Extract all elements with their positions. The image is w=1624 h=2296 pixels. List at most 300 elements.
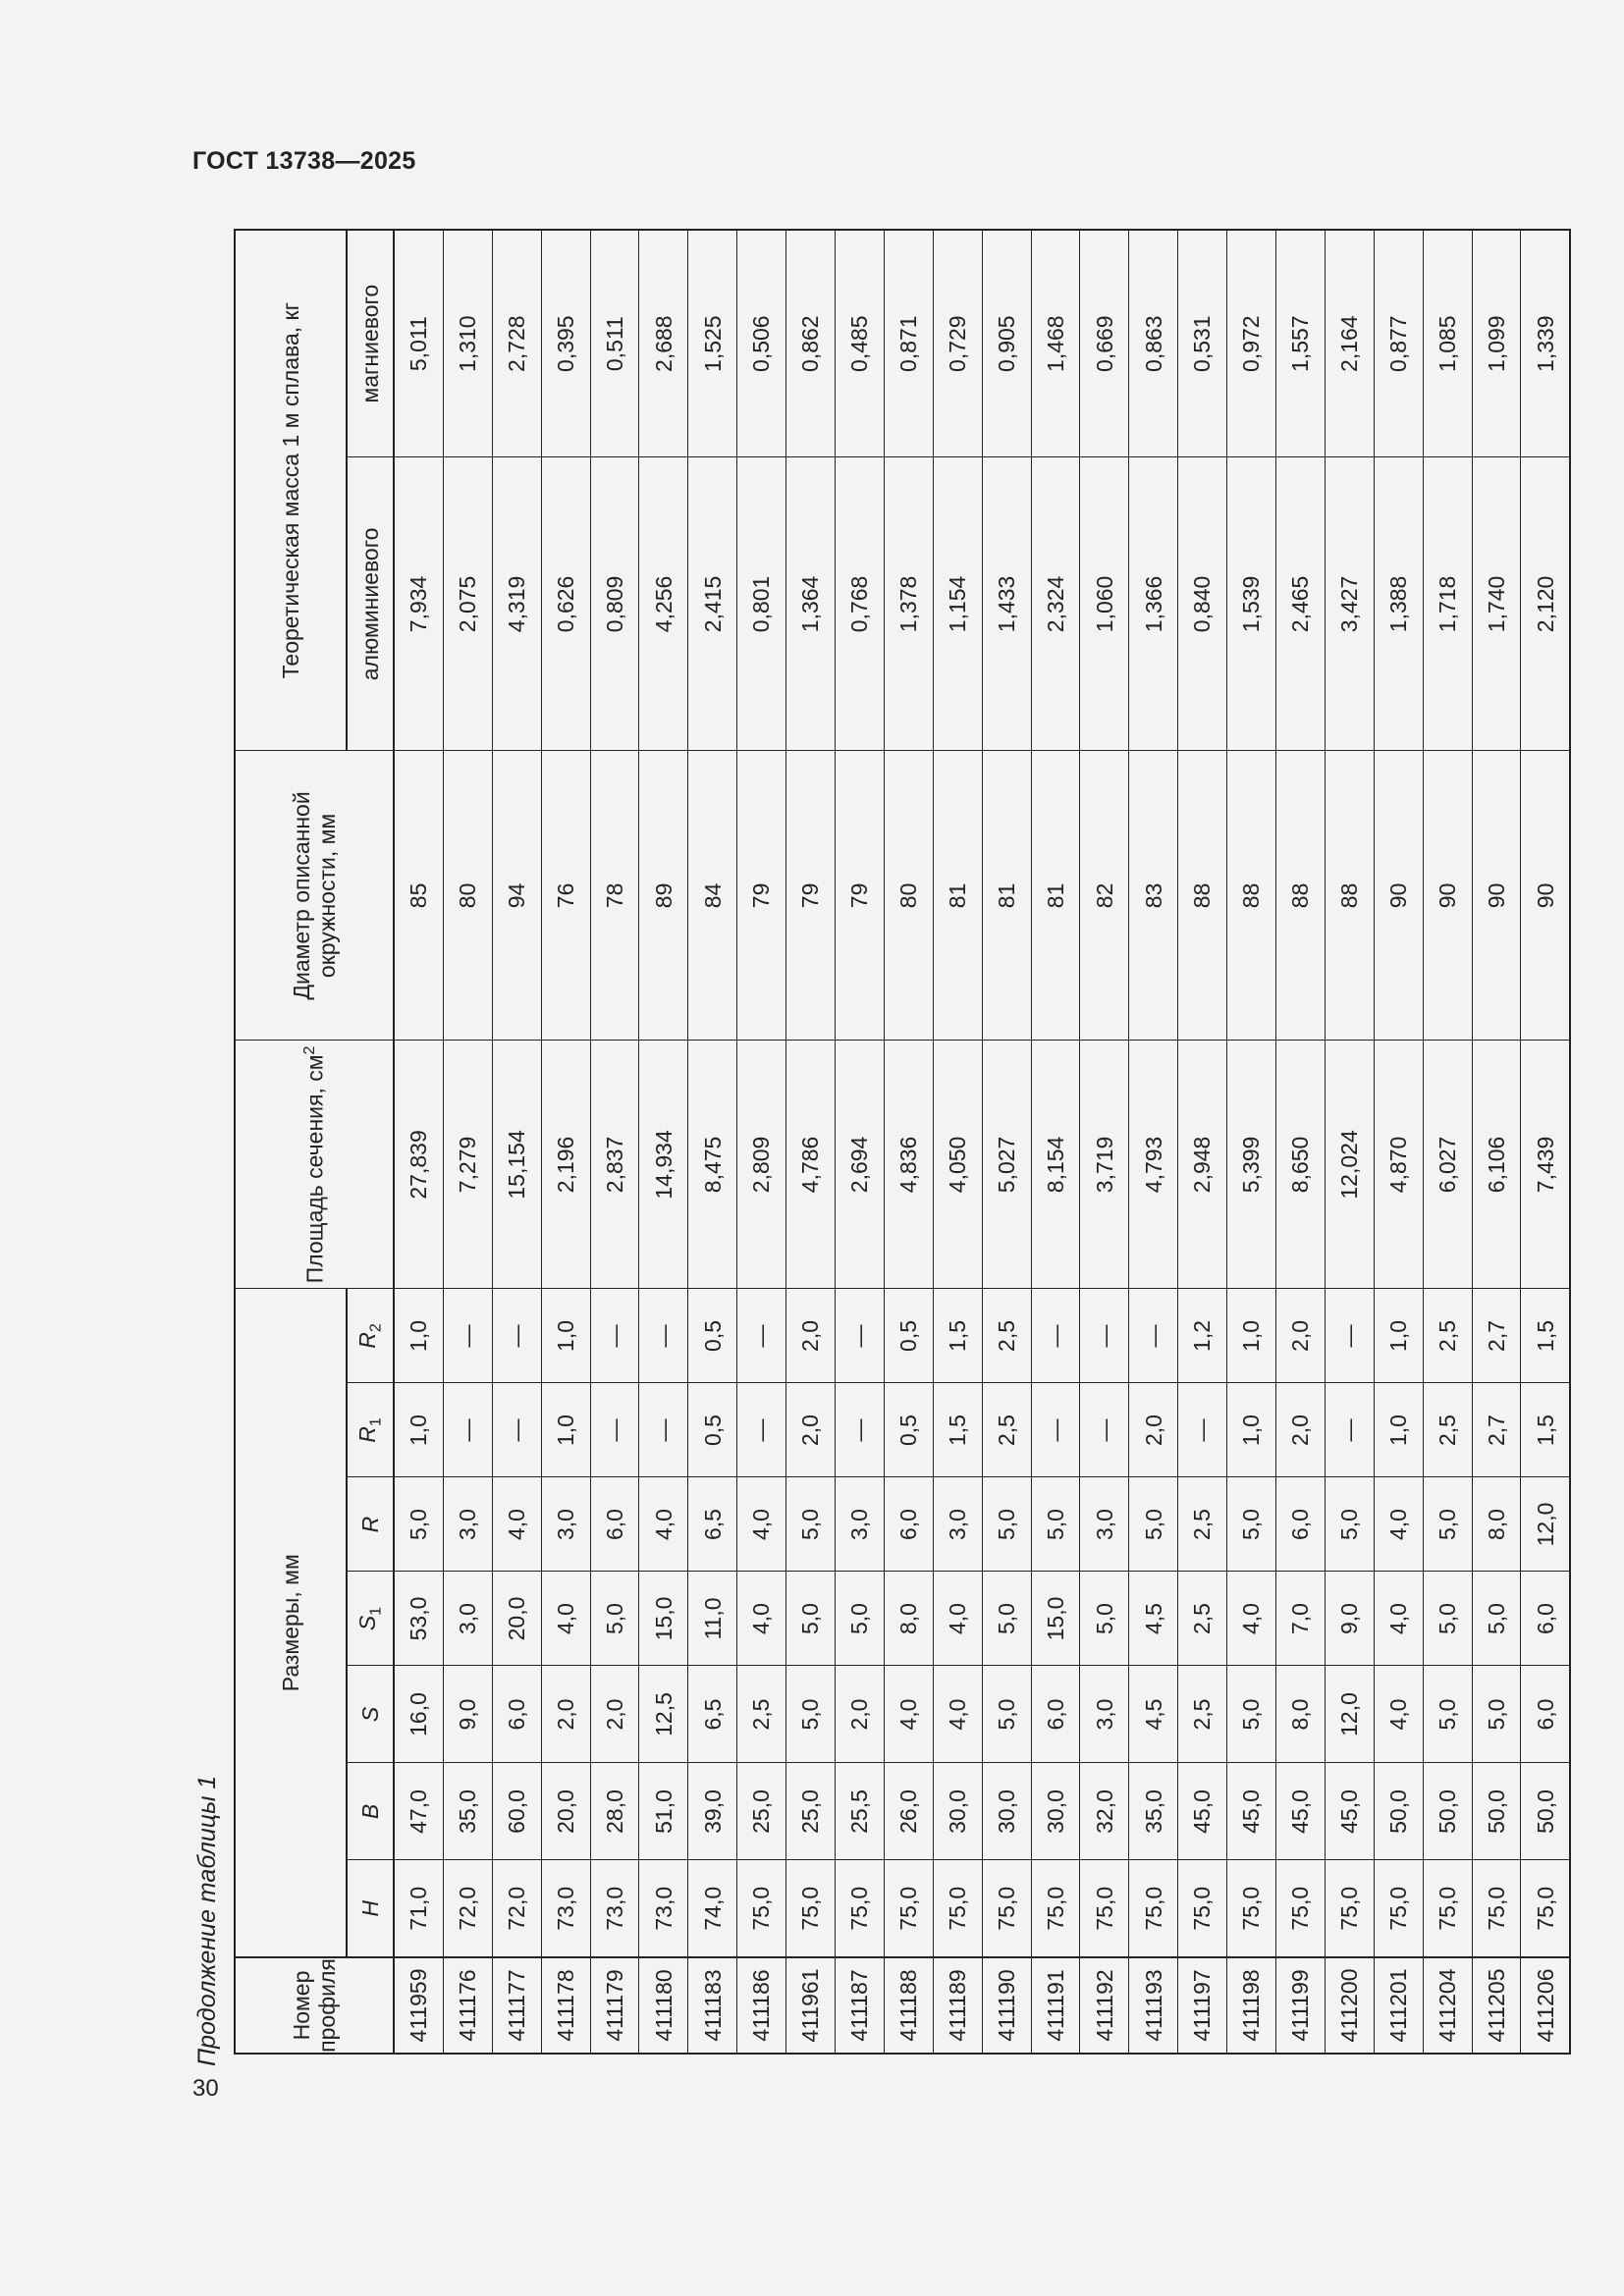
table-cell: 32,0 [1080,1763,1129,1860]
table-cell: — [1178,1383,1227,1477]
table-cell: 25,0 [737,1763,786,1860]
table-cell: 94 [492,751,541,1041]
table-cell: 2,120 [1521,457,1570,751]
table-cell: 20,0 [541,1763,590,1860]
table-cell: 75,0 [1080,1860,1129,1957]
table-row [1472,230,1521,2054]
table-row [1080,230,1129,2054]
table-row [737,230,786,2054]
table-cell: 2,0 [1129,1383,1178,1477]
table-cell: 1,0 [541,1289,590,1383]
table-cell: 3,0 [1080,1477,1129,1572]
table-cell: 45,0 [1178,1763,1227,1860]
table-cell: 75,0 [1374,1860,1423,1957]
table-cell: 2,809 [737,1041,786,1289]
table-cell: — [1129,1289,1178,1383]
table-cell: 75,0 [786,1860,836,1957]
table-cell: 2,0 [786,1383,836,1477]
table-cell: 0,729 [933,230,982,457]
table-cell: 1,5 [933,1289,982,1383]
table-cell: 4,0 [933,1572,982,1666]
table-cell: 2,5 [737,1666,786,1763]
table-cell: 30,0 [982,1763,1031,1860]
table-cell: 1,740 [1472,457,1521,751]
table-cell: 411190 [982,1957,1031,2054]
table-cell: 411197 [1178,1957,1227,2054]
table-cell: 1,154 [933,457,982,751]
header-profile-number: Номер профиля [235,1957,394,2054]
table-cell: 1,0 [1374,1383,1423,1477]
table-cell: 27,839 [394,1041,443,1289]
table-cell: 5,0 [1227,1477,1276,1572]
table-cell: 53,0 [394,1572,443,1666]
table-cell: 2,0 [1276,1383,1326,1477]
table-cell: 50,0 [1423,1763,1472,1860]
header-R: R [347,1477,394,1572]
table-cell: 2,728 [492,230,541,457]
table-cell: 2,5 [1178,1666,1227,1763]
table-cell: 1,0 [394,1383,443,1477]
table-cell: 5,0 [982,1572,1031,1666]
table-cell: 411198 [1227,1957,1276,2054]
table-cell: 73,0 [639,1860,688,1957]
table-cell: 2,0 [836,1666,885,1763]
table-cell: 2,5 [1178,1572,1227,1666]
table-cell: 411199 [1276,1957,1326,2054]
table-cell: 90 [1423,751,1472,1041]
table-cell: 2,465 [1276,457,1326,751]
table-cell: 411178 [541,1957,590,2054]
table-cell: 50,0 [1472,1763,1521,1860]
table-cell: 90 [1472,751,1521,1041]
table-cell: 12,0 [1325,1666,1374,1763]
table-cell: 411180 [639,1957,688,2054]
table-cell: 6,106 [1472,1041,1521,1289]
table-row [836,230,885,2054]
table-row [443,230,492,2054]
table-row [1227,230,1276,2054]
table-cell: 7,934 [394,457,443,751]
table-cell: 1,718 [1423,457,1472,751]
table-cell: 88 [1178,751,1227,1041]
table-cell: 2,837 [590,1041,639,1289]
table-row [688,230,737,2054]
table-cell: 5,0 [982,1477,1031,1572]
table-cell: 1,310 [443,230,492,457]
table-row [541,230,590,2054]
table-cell: 2,196 [541,1041,590,1289]
table-cell: 89 [639,751,688,1041]
table-cell: 88 [1276,751,1326,1041]
table-cell: 8,154 [1031,1041,1080,1289]
header-area: Площадь сечения, $см^2$ [235,1041,394,1289]
table-cell: 75,0 [1472,1860,1521,1957]
table-cell: 4,786 [786,1041,836,1289]
page-number: 30 [192,2075,219,2102]
table-cell: 9,0 [443,1666,492,1763]
table-cell: 1,5 [1521,1289,1570,1383]
table-cell: 71,0 [394,1860,443,1957]
table-cell: 411188 [884,1957,933,2054]
table-cell: 3,0 [443,1572,492,1666]
table-cell: 35,0 [1129,1763,1178,1860]
table-cell: — [443,1383,492,1477]
table-cell: 30,0 [1031,1763,1080,1860]
table-cell: 2,694 [836,1041,885,1289]
table-cell: 9,0 [1325,1572,1374,1666]
table-cell: 2,164 [1325,230,1374,457]
table-cell: 4,0 [737,1477,786,1572]
table-cell: 6,0 [1521,1572,1570,1666]
header-H: H [347,1860,394,1957]
table-cell: 0,809 [590,457,639,751]
header-R1: $R_1$ [347,1383,394,1477]
table-cell: 411183 [688,1957,737,2054]
table-body [394,230,1570,2054]
table-cell: 12,5 [639,1666,688,1763]
table-cell: 5,0 [786,1477,836,1572]
table-cell: 6,5 [688,1477,737,1572]
table-cell: 6,0 [884,1477,933,1572]
table-cell: 8,0 [1472,1477,1521,1572]
table-cell: — [836,1383,885,1477]
table-cell: 4,256 [639,457,688,751]
table-row [1031,230,1080,2054]
table-cell: 0,485 [836,230,885,457]
table-row [1423,230,1472,2054]
table-cell: — [639,1383,688,1477]
table-cell: 45,0 [1227,1763,1276,1860]
table-cell: 79 [786,751,836,1041]
table-cell: 3,719 [1080,1041,1129,1289]
table-cell: 411192 [1080,1957,1129,2054]
header-R2: $R_2$ [347,1289,394,1383]
table-cell: 88 [1227,751,1276,1041]
table-cell: 75,0 [1423,1860,1472,1957]
table-cell: 4,0 [541,1572,590,1666]
table-cell: — [492,1383,541,1477]
table-cell: 411201 [1374,1957,1423,2054]
table-cell: 411206 [1521,1957,1570,2054]
table-cell: 5,399 [1227,1041,1276,1289]
table-cell: 5,0 [394,1477,443,1572]
table-cell: 75,0 [1129,1860,1178,1957]
profiles-table [234,229,1571,2055]
table-cell: 2,948 [1178,1041,1227,1289]
table-cell: 74,0 [688,1860,737,1957]
table-cell: — [1080,1289,1129,1383]
table-row [1374,230,1423,2054]
table-cell: 1,366 [1129,457,1178,751]
table-cell: 1,0 [541,1383,590,1477]
table-cell: — [590,1383,639,1477]
table-cell: 75,0 [737,1860,786,1957]
table-cell: 75,0 [836,1860,885,1957]
table-cell: 6,0 [1521,1666,1570,1763]
table-cell: 82 [1080,751,1129,1041]
table-row [1521,230,1570,2054]
table-cell: 28,0 [590,1763,639,1860]
table-cell: 5,0 [1423,1477,1472,1572]
table-cell: 35,0 [443,1763,492,1860]
header-magnesium: магниевого [347,230,394,457]
table-cell: 5,0 [1080,1572,1129,1666]
table-cell: 12,0 [1521,1477,1570,1572]
table-cell: 1,539 [1227,457,1276,751]
table-cell: 0,5 [884,1383,933,1477]
table-row [394,230,443,2054]
table-cell: 0,972 [1227,230,1276,457]
table-cell: 2,7 [1472,1289,1521,1383]
table-cell: 5,0 [786,1666,836,1763]
table-cell: 45,0 [1276,1763,1326,1860]
table-cell: — [737,1383,786,1477]
table-cell: — [737,1289,786,1383]
table-cell: 8,650 [1276,1041,1326,1289]
table-cell: — [1325,1289,1374,1383]
table-cell: 12,024 [1325,1041,1374,1289]
table-cell: 5,0 [1423,1572,1472,1666]
table-cell: 411176 [443,1957,492,2054]
table-cell: 5,011 [394,230,443,457]
table-cell: 5,0 [1472,1572,1521,1666]
table-cell: 4,050 [933,1041,982,1289]
table-cell: 0,863 [1129,230,1178,457]
table-cell: 79 [737,751,786,1041]
table-cell: 1,5 [933,1383,982,1477]
table-cell: 26,0 [884,1763,933,1860]
table-cell: 4,870 [1374,1041,1423,1289]
table-cell: 2,5 [1423,1383,1472,1477]
table-cell: 2,415 [688,457,737,751]
table-cell: 6,0 [590,1477,639,1572]
table-cell: 4,0 [1374,1572,1423,1666]
table-cell: 5,0 [1129,1477,1178,1572]
table-cell: 0,768 [836,457,885,751]
table-cell: 7,0 [1276,1572,1326,1666]
table-cell: 1,2 [1178,1289,1227,1383]
table-cell: 90 [1374,751,1423,1041]
table-cell: 15,154 [492,1041,541,1289]
table-cell: 411204 [1423,1957,1472,2054]
table-cell: 1,525 [688,230,737,457]
table-cell: 4,0 [1227,1572,1276,1666]
document-header: ГОСТ 13738—2025 [192,147,416,175]
table-cell: 5,0 [836,1572,885,1666]
table-cell: 7,439 [1521,1041,1570,1289]
table-row [933,230,982,2054]
table-cell: 1,085 [1423,230,1472,457]
table-cell: 6,0 [492,1666,541,1763]
table-cell: 8,0 [884,1572,933,1666]
table-row [1325,230,1374,2054]
table-cell: 73,0 [590,1860,639,1957]
table-cell: 1,5 [1521,1383,1570,1477]
header-diameter: Диаметр описанной окружности, мм [235,751,394,1041]
table-cell: 80 [884,751,933,1041]
table-cell: 6,0 [1031,1666,1080,1763]
rotated-table-container [234,231,1558,2055]
table-cell: 5,0 [1423,1666,1472,1763]
header-theoretical-mass: Теоретическая масса 1 м сплава, кг [235,230,347,751]
table-cell: 75,0 [1227,1860,1276,1957]
table-cell: 2,5 [982,1289,1031,1383]
table-cell: 2,5 [1178,1477,1227,1572]
table-cell: — [836,1289,885,1383]
table-cell: 5,0 [982,1666,1031,1763]
table-cell: 1,364 [786,457,836,751]
table-cell: 81 [933,751,982,1041]
table-cell: 75,0 [884,1860,933,1957]
table-cell: — [492,1289,541,1383]
table-cell: 8,475 [688,1041,737,1289]
table-cell: 4,0 [1374,1666,1423,1763]
table-row [1276,230,1326,2054]
header-dimensions: Размеры, мм [235,1289,347,1957]
table-cell: 5,0 [590,1572,639,1666]
header-aluminum: алюминиевого [347,457,394,751]
table-cell: 3,427 [1325,457,1374,751]
table-cell: 7,279 [443,1041,492,1289]
table-row [1178,230,1227,2054]
table-cell: 75,0 [1521,1860,1570,1957]
table-cell: 16,0 [394,1666,443,1763]
table-cell: 4,5 [1129,1572,1178,1666]
table-cell: 2,0 [1276,1289,1326,1383]
table-cell: 0,511 [590,230,639,457]
table-cell: 5,0 [1325,1477,1374,1572]
table-row [982,230,1031,2054]
table-cell: 6,0 [1276,1477,1326,1572]
table-cell: — [1031,1383,1080,1477]
table-cell: 411959 [394,1957,443,2054]
table-cell: 411187 [836,1957,885,2054]
table-cell: 75,0 [1325,1860,1374,1957]
table-cell: — [590,1289,639,1383]
table-cell: 5,0 [1227,1666,1276,1763]
table-cell: 2,0 [541,1666,590,1763]
table-cell: 0,531 [1178,230,1227,457]
table-row [1129,230,1178,2054]
table-cell: 76 [541,751,590,1041]
table-cell: 0,5 [884,1289,933,1383]
table-cell: — [443,1289,492,1383]
table-cell: 90 [1521,751,1570,1041]
table-cell: 2,324 [1031,457,1080,751]
table-cell: 2,5 [982,1383,1031,1477]
table-cell: 72,0 [492,1860,541,1957]
table-cell: 2,0 [786,1289,836,1383]
table-cell: 4,0 [933,1666,982,1763]
table-cell: 11,0 [688,1572,737,1666]
table-caption: Продолжение таблицы 1 [193,1775,221,2066]
table-cell: 81 [1031,751,1080,1041]
table-cell: 1,099 [1472,230,1521,457]
table-cell: 75,0 [982,1860,1031,1957]
table-cell: 3,0 [1080,1666,1129,1763]
table-cell: 0,5 [688,1289,737,1383]
table-cell: 1,060 [1080,457,1129,751]
table-cell: 84 [688,751,737,1041]
table-cell: 411177 [492,1957,541,2054]
table-cell: 25,5 [836,1763,885,1860]
table-cell: 1,388 [1374,457,1423,751]
table-cell: 4,0 [639,1477,688,1572]
table-cell: 4,793 [1129,1041,1178,1289]
table-cell: 1,378 [884,457,933,751]
table-cell: 75,0 [1031,1860,1080,1957]
table-cell: 411205 [1472,1957,1521,2054]
table-cell: — [1080,1383,1129,1477]
header-B: B [347,1763,394,1860]
table-cell: 3,0 [933,1477,982,1572]
table-cell: 79 [836,751,885,1041]
table-cell: 5,0 [786,1572,836,1666]
table-cell: 5,0 [1472,1666,1521,1763]
table-cell: 5,027 [982,1041,1031,1289]
table-cell: 1,0 [394,1289,443,1383]
table-cell: 411191 [1031,1957,1080,2054]
table-cell: 4,319 [492,457,541,751]
table-cell: 25,0 [786,1763,836,1860]
table-cell: 78 [590,751,639,1041]
table-cell: 15,0 [1031,1572,1080,1666]
table-cell: 4,5 [1129,1666,1178,1763]
header-S: S [347,1666,394,1763]
table-cell: 411961 [786,1957,836,2054]
table-cell: 2,5 [1423,1289,1472,1383]
table-cell: 88 [1325,751,1374,1041]
table-cell: 47,0 [394,1763,443,1860]
table-cell: 50,0 [1521,1763,1570,1860]
table-cell: 72,0 [443,1860,492,1957]
table-cell: 3,0 [541,1477,590,1572]
table-cell: 2,075 [443,457,492,751]
table-cell: 0,395 [541,230,590,457]
header-S1: $S_1$ [347,1572,394,1666]
table-cell: 75,0 [1276,1860,1326,1957]
table-row [590,230,639,2054]
table-cell: 60,0 [492,1763,541,1860]
table-cell: 0,862 [786,230,836,457]
table-cell: 0,877 [1374,230,1423,457]
table-cell: 411179 [590,1957,639,2054]
table-cell: 15,0 [639,1572,688,1666]
table-cell: 4,0 [492,1477,541,1572]
table-cell: 20,0 [492,1572,541,1666]
table-cell: 0,5 [688,1383,737,1477]
table-cell: 4,836 [884,1041,933,1289]
table-cell: 14,934 [639,1041,688,1289]
table-cell: 39,0 [688,1763,737,1860]
table-cell: 1,0 [1227,1383,1276,1477]
table-cell: 75,0 [933,1860,982,1957]
table-cell: 2,7 [1472,1383,1521,1477]
table-cell: 1,0 [1227,1289,1276,1383]
table-cell: 0,871 [884,230,933,457]
table-cell: 2,688 [639,230,688,457]
table-row [786,230,836,2054]
table-cell: 81 [982,751,1031,1041]
table-cell: 2,0 [590,1666,639,1763]
table-cell: — [1031,1289,1080,1383]
table-cell: 1,339 [1521,230,1570,457]
table-cell: — [1325,1383,1374,1477]
table-cell: 85 [394,751,443,1041]
table-cell: 6,027 [1423,1041,1472,1289]
table-cell: 45,0 [1325,1763,1374,1860]
table-cell: 8,0 [1276,1666,1326,1763]
